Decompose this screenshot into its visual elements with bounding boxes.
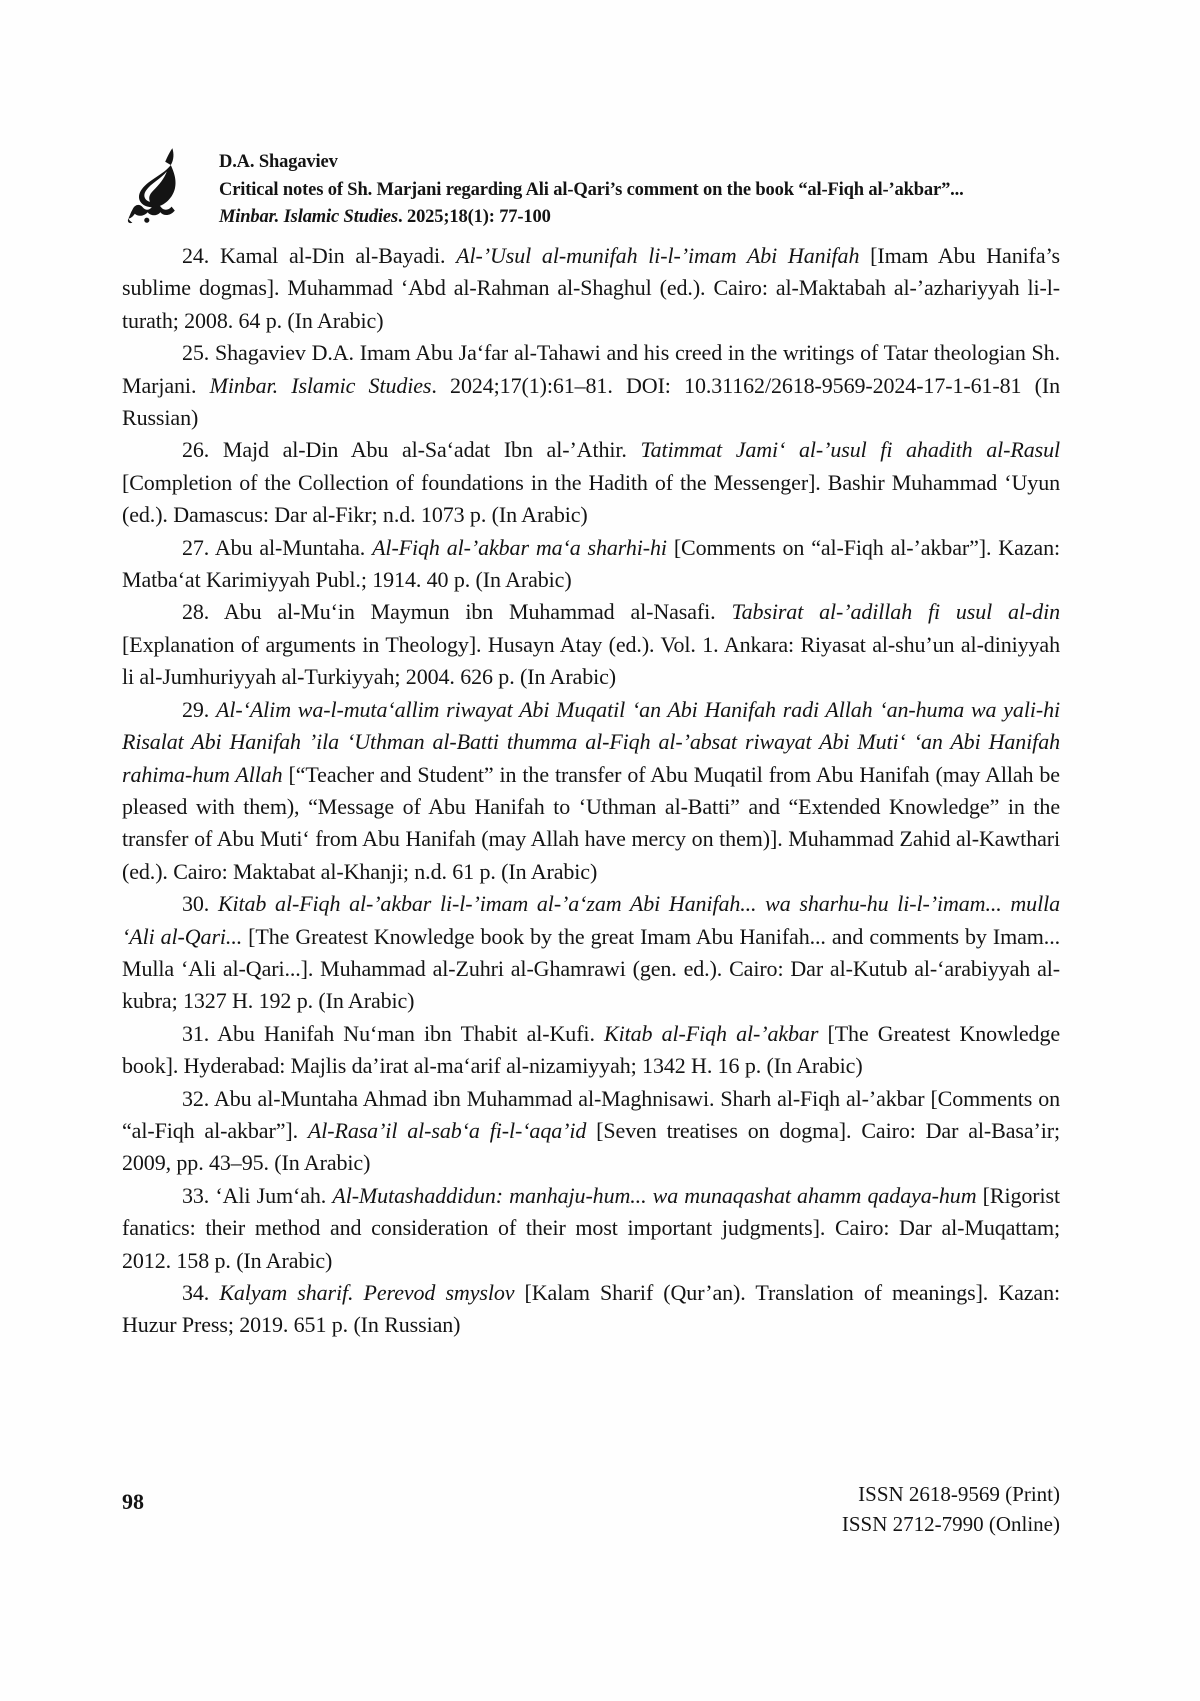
reference-number: 24. [182,243,220,268]
reference-text: [The Greatest Knowledge book by the great Imam Abu Hanifah... and comments by Imam... Mulla ‘Ali al-Qari...]. Muhammad al-Zuhri al-Ghamrawi (gen. ed.). Cairo: Dar al-Kutub al-‘arabiyyah al-kubra; 1327 H. 192 p. (In Arabic) [122,923,1060,1014]
reference-title-italic: Kalyam sharif. Perevod smyslov [219,1280,515,1305]
issn-online: ISSN 2712-7990 (Online) [841,1512,1060,1536]
reference-item [122,240,1060,337]
reference-text: [“Teacher and Student” in the transfer of Abu Muqatil from Abu Hanifah (may Allah be pleased with them), “Message of Abu Hanifah to ‘Uthman al-Batti” and “Extended Knowledge” in the transfer of Abu Muti‘ from Abu Hanifah (may Allah have mercy on them)]. Muhammad Zahid al-Kawthari (ed.). Cairo: Maktabat al-Khanji; n.d. 61 p. (In Arabic) [122,761,1060,884]
reference-title-italic: Al-Mutashaddidun: manhaju-hum... wa munaqashat ahamm qadaya-hum [332,1182,977,1208]
reference-text: [Rigorist fanatics: their method and consideration of their most important judgments]. Cairo: Dar al-Muqattam; 2012. 158 p. (In Arabic) [122,1182,1060,1273]
reference-item [122,1180,1060,1277]
reference-title-italic: Kitab al-Fiqh al-’akbar li-l-’imam al-’a‘zam Abi Hanifah... wa sharhu-hu li-l-’imam... mulla ‘Ali al-Qari... [122,891,1060,949]
reference-item [122,888,1060,1018]
reference-number: 27. [182,534,215,560]
reference-number: 30. [182,891,218,917]
reference-item [122,694,1060,888]
reference-title-italic: Al-‘Alim wa-l-muta‘allim riwayat Abi Muqatil ‘an Abi Hanifah radi Allah ‘an-huma wa yali-hi Risalat Abi Hanifah ’ila ‘Uthman al-Batti thumma al-Fiqh al-’absat riwayat Abi Muti‘ ‘an Abi Hanifah rahima-hum Allah [122,696,1060,787]
issn-print: ISSN 2618-9569 (Print) [858,1482,1060,1506]
reference-text: Majd al-Din Abu al-Sa‘adat Ibn al-’Athir. [222,437,641,463]
running-head-title: Critical notes of Sh. Marjani regarding Ali al-Qari’s comment on the book “al-Fiqh al-’akbar”... [219,179,964,200]
reference-title-italic: Al-’Usul al-munifah li-l-’imam Abi Hanifah [456,243,860,268]
reference-number: 25. [182,340,216,366]
reference-text: Shagaviev D.A. Imam Abu Ja‘far al-Tahawi and his creed in the writings of Tatar theologian Sh. Marjani. [122,340,1060,398]
reference-text: Abu al-Muntaha. [214,534,373,560]
reference-text: [Kalam Sharif (Qur’an). Translation of meanings]. Kazan: Huzur Press; 2019. 651 p. (In Russian) [122,1280,1061,1338]
journal-issue: . 2025;18(1): 77-100 [398,207,551,227]
running-head-text [219,144,964,232]
reference-text: [The Greatest Knowledge book]. Hyderabad: Majlis da’irat al-ma‘arif al-nizamiyyah; 1342 H. 16 p. (In Arabic) [122,1020,1061,1079]
reference-number: 34. [182,1280,220,1305]
journal-arabic-calligraphy-logo-icon [122,144,202,226]
reference-item [122,596,1060,693]
reference-text: Abu al-Muntaha Ahmad ibn Muhammad al-Maghnisawi. Sharh al-Fiqh al-’akbar [Comments on “al-Fiqh al-akbar”]. [122,1085,1061,1143]
reference-text: ‘Ali Jum‘ah. [215,1182,333,1208]
reference-item [122,1083,1060,1180]
reference-title-italic: Al-Rasa’il al-sab‘a fi-l-‘aqa’id [307,1117,587,1143]
reference-title-italic: Minbar. Islamic Studies [209,372,432,398]
reference-item [122,532,1060,597]
reference-text: Abu al-Mu‘in Maymun ibn Muhammad al-Nasafi. [223,599,732,625]
running-head-journal [219,204,964,232]
reference-number: 26. [182,437,223,463]
reference-text: . 2024;17(1):61–81. DOI: 10.31162/2618-9569-2024-17-1-61-81 (In Russian) [122,372,1061,431]
reference-number: 32. [182,1085,214,1111]
reference-text: [Explanation of arguments in Theology]. Husayn Atay (ed.). Vol. 1. Ankara: Riyasat al-shu’un al-diniyyah li al-Jumhuriyyah al-Turkiyyah; 2004. 626 p. (In Arabic) [122,631,1060,690]
reference-title-italic: Kitab al-Fiqh al-’akbar [604,1020,819,1046]
running-head-author: D.A. Shagaviev [219,152,338,172]
reference-title-italic: Tabsirat al-’adillah fi usul al-din [731,599,1060,625]
issn-block [842,1479,1060,1539]
journal-name: Minbar. Islamic Studies [219,207,399,227]
reference-title-italic: Al-Fiqh al-’akbar ma‘a sharhi-hi [372,534,667,560]
reference-item [122,1018,1060,1083]
reference-text: Abu Hanifah Nu‘man ibn Thabit al-Kufi. [217,1020,605,1046]
reference-text: [Seven treatises on dogma]. Cairo: Dar al-Basa’ir; 2009, pp. 43–95. (In Arabic) [122,1117,1060,1176]
reference-text: [Completion of the Collection of foundations in the Hadith of the Messenger]. Bashir Muhammad ‘Uyun (ed.). Damascus: Dar al-Fikr; n.d. 1073 p. (In Arabic) [122,469,1060,528]
reference-text: Kamal al-Din al-Bayadi. [220,243,457,268]
page-number: 98 [122,1489,144,1514]
running-head [122,144,1062,232]
references-list [122,240,1060,1342]
reference-item [122,1277,1060,1342]
reference-item [122,337,1060,434]
reference-number: 31. [182,1020,218,1046]
reference-number: 29. [182,696,217,722]
reference-text: [Comments on “al-Fiqh al-’akbar”]. Kazan: Matba‘at Karimiyyah Publ.; 1914. 40 p. (In Arabic) [122,534,1060,593]
reference-title-italic: Tatimmat Jami‘ al-’usul fi ahadith al-Rasul [640,437,1060,463]
reference-item [122,434,1060,531]
reference-number: 33. [182,1182,216,1208]
reference-number: 28. [182,599,224,625]
reference-text: [Imam Abu Hanifa’s sublime dogmas]. Muhammad ‘Abd al-Rahman al-Shaghul (ed.). Cairo: al-Maktabah al-’azhariyyah li-l-turath; 2008. 64 p. (In Arabic) [122,243,1060,333]
